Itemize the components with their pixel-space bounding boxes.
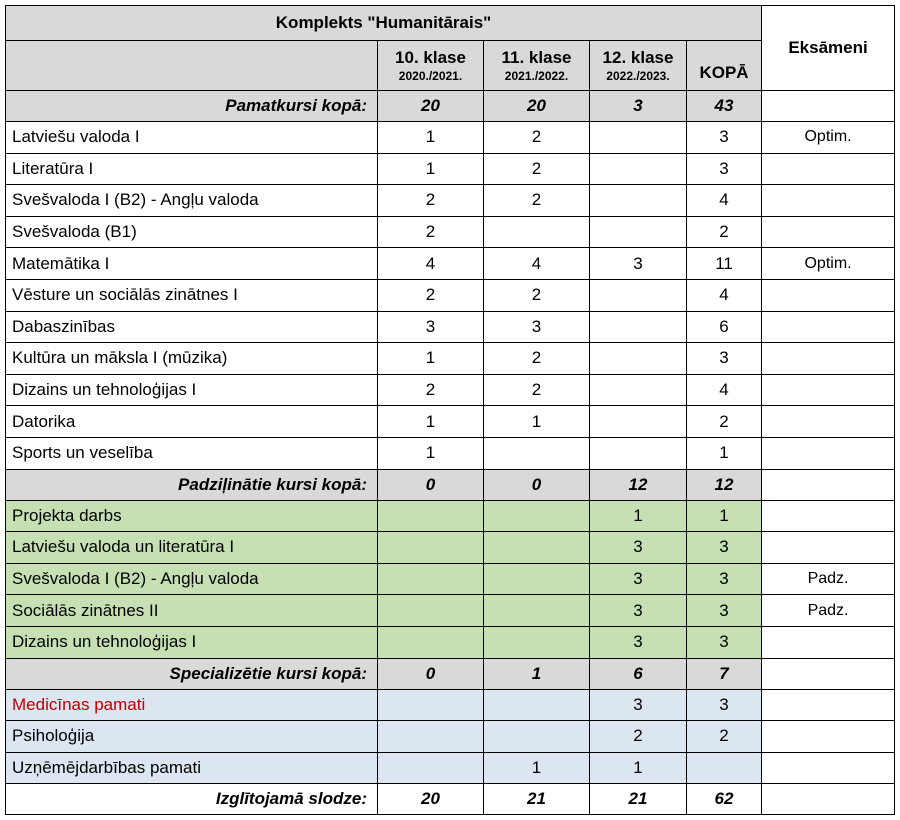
workload-value: 20 bbox=[378, 784, 484, 815]
table-row bbox=[6, 595, 895, 627]
total-cell: 2 bbox=[687, 721, 762, 753]
section-value: 43 bbox=[687, 91, 762, 122]
total-cell: 3 bbox=[687, 689, 762, 721]
hours-cell: 1 bbox=[590, 500, 687, 532]
table-row bbox=[6, 406, 895, 438]
section-value: 20 bbox=[484, 91, 590, 122]
hours-cell: 3 bbox=[590, 532, 687, 564]
grade-10-label: 10. klase bbox=[395, 47, 466, 67]
total-cell: 6 bbox=[687, 311, 762, 343]
hours-cell bbox=[378, 752, 484, 784]
section-label: Pamatkursi kopā: bbox=[6, 91, 378, 122]
section-value: 12 bbox=[590, 469, 687, 500]
table-row bbox=[6, 437, 895, 469]
hours-cell bbox=[590, 437, 687, 469]
section-value: 12 bbox=[687, 469, 762, 500]
section-value: 0 bbox=[378, 469, 484, 500]
total-cell: 3 bbox=[687, 532, 762, 564]
total-cell: 2 bbox=[687, 216, 762, 248]
total-cell: 3 bbox=[687, 563, 762, 595]
grade-11-label: 11. klase bbox=[501, 47, 572, 67]
hours-cell: 2 bbox=[378, 374, 484, 406]
exam-cell bbox=[762, 437, 895, 469]
hours-cell bbox=[484, 689, 590, 721]
subject-name: Medicīnas pamati bbox=[6, 689, 378, 721]
grade-10-year: 2020./2021. bbox=[398, 68, 463, 83]
workload-value: 21 bbox=[484, 784, 590, 815]
subject-name: Kultūra un māksla I (mūzika) bbox=[6, 343, 378, 375]
hours-cell bbox=[590, 406, 687, 438]
subject-name: Literatūra I bbox=[6, 153, 378, 185]
subject-name: Psiholoģija bbox=[6, 721, 378, 753]
subject-name: Svešvaloda I (B2) - Angļu valoda bbox=[6, 185, 378, 217]
hours-cell bbox=[378, 500, 484, 532]
hours-cell: 3 bbox=[590, 248, 687, 280]
hours-cell: 3 bbox=[378, 311, 484, 343]
hours-cell bbox=[590, 122, 687, 154]
hours-cell bbox=[378, 532, 484, 564]
table-row bbox=[6, 122, 895, 154]
workload-label: Izglītojamā slodze: bbox=[6, 784, 378, 815]
hours-cell: 1 bbox=[378, 437, 484, 469]
total-cell: 1 bbox=[687, 437, 762, 469]
hours-cell bbox=[484, 500, 590, 532]
total-cell: 3 bbox=[687, 153, 762, 185]
hours-cell: 3 bbox=[590, 595, 687, 627]
hours-cell bbox=[590, 374, 687, 406]
table-title: Komplekts "Humanitārais" bbox=[6, 6, 762, 41]
hours-cell bbox=[378, 721, 484, 753]
subject-name: Dizains un tehnoloģijas I bbox=[6, 374, 378, 406]
hours-cell: 3 bbox=[590, 689, 687, 721]
title-row bbox=[6, 6, 895, 41]
hours-cell bbox=[590, 216, 687, 248]
header-grade-10 bbox=[378, 41, 484, 91]
table-row bbox=[6, 532, 895, 564]
subject-name: Latviešu valoda I bbox=[6, 122, 378, 154]
total-cell: 4 bbox=[687, 279, 762, 311]
hours-cell: 1 bbox=[484, 752, 590, 784]
header-grade-11 bbox=[484, 41, 590, 91]
exam-cell bbox=[762, 374, 895, 406]
exam-cell bbox=[762, 343, 895, 375]
hours-cell bbox=[484, 563, 590, 595]
hours-cell: 2 bbox=[484, 279, 590, 311]
subject-name: Datorika bbox=[6, 406, 378, 438]
total-cell: 4 bbox=[687, 374, 762, 406]
hours-cell bbox=[484, 626, 590, 658]
total-cell: 3 bbox=[687, 343, 762, 375]
exam-cell bbox=[762, 406, 895, 438]
hours-cell bbox=[378, 563, 484, 595]
table-row bbox=[6, 343, 895, 375]
exam-cell bbox=[762, 311, 895, 343]
header-total bbox=[687, 41, 762, 91]
hours-cell: 1 bbox=[378, 406, 484, 438]
exam-cell bbox=[762, 91, 895, 122]
exam-cell: Padz. bbox=[762, 563, 895, 595]
exam-cell bbox=[762, 500, 895, 532]
exam-cell bbox=[762, 626, 895, 658]
table-row bbox=[6, 626, 895, 658]
exam-cell bbox=[762, 216, 895, 248]
hours-cell: 1 bbox=[378, 122, 484, 154]
section-value: 20 bbox=[378, 91, 484, 122]
total-cell bbox=[687, 752, 762, 784]
table-row bbox=[6, 311, 895, 343]
hours-cell bbox=[590, 153, 687, 185]
hours-cell: 3 bbox=[484, 311, 590, 343]
hours-cell: 2 bbox=[378, 216, 484, 248]
hours-cell: 1 bbox=[484, 406, 590, 438]
hours-cell: 2 bbox=[484, 153, 590, 185]
hours-cell: 1 bbox=[378, 343, 484, 375]
total-cell: 4 bbox=[687, 185, 762, 217]
section-value: 1 bbox=[484, 658, 590, 689]
exam-cell: Optim. bbox=[762, 248, 895, 280]
total-cell: 3 bbox=[687, 626, 762, 658]
hours-cell: 3 bbox=[590, 563, 687, 595]
hours-cell: 2 bbox=[378, 279, 484, 311]
total-cell: 3 bbox=[687, 122, 762, 154]
table-row bbox=[6, 279, 895, 311]
section-value: 0 bbox=[484, 469, 590, 500]
section-value: 0 bbox=[378, 658, 484, 689]
workload-value: 62 bbox=[687, 784, 762, 815]
exam-cell bbox=[762, 658, 895, 689]
section-label: Padziļinātie kursi kopā: bbox=[6, 469, 378, 500]
hours-cell bbox=[484, 595, 590, 627]
exam-cell bbox=[762, 721, 895, 753]
total-label: KOPĀ bbox=[699, 62, 749, 82]
section-summary-row bbox=[6, 91, 895, 122]
header-blank bbox=[6, 41, 378, 91]
table-row bbox=[6, 216, 895, 248]
column-header-row bbox=[6, 41, 895, 91]
section-value: 7 bbox=[687, 658, 762, 689]
subject-name: Projekta darbs bbox=[6, 500, 378, 532]
workload-value: 21 bbox=[590, 784, 687, 815]
grade-12-label: 12. klase bbox=[602, 47, 674, 67]
hours-cell bbox=[378, 689, 484, 721]
section-label: Specializētie kursi kopā: bbox=[6, 658, 378, 689]
exam-cell bbox=[762, 153, 895, 185]
section-value: 3 bbox=[590, 91, 687, 122]
table-row bbox=[6, 752, 895, 784]
section-summary-row bbox=[6, 469, 895, 500]
hours-cell: 2 bbox=[484, 374, 590, 406]
subject-name: Matemātika I bbox=[6, 248, 378, 280]
hours-cell: 1 bbox=[378, 153, 484, 185]
hours-cell: 2 bbox=[484, 343, 590, 375]
exam-cell bbox=[762, 752, 895, 784]
hours-cell bbox=[484, 437, 590, 469]
hours-cell bbox=[590, 311, 687, 343]
subject-name: Vēsture un sociālās zinātnes I bbox=[6, 279, 378, 311]
hours-cell bbox=[378, 595, 484, 627]
hours-cell: 1 bbox=[590, 752, 687, 784]
hours-cell bbox=[484, 532, 590, 564]
subject-name: Svešvaloda (B1) bbox=[6, 216, 378, 248]
hours-cell: 2 bbox=[484, 122, 590, 154]
section-value: 6 bbox=[590, 658, 687, 689]
table-row bbox=[6, 248, 895, 280]
subject-name: Dizains un tehnoloģijas I bbox=[6, 626, 378, 658]
hours-cell: 2 bbox=[590, 721, 687, 753]
exam-cell bbox=[762, 532, 895, 564]
exam-cell bbox=[762, 469, 895, 500]
hours-cell bbox=[484, 216, 590, 248]
study-plan-table bbox=[5, 5, 895, 815]
hours-cell bbox=[590, 185, 687, 217]
hours-cell: 2 bbox=[378, 185, 484, 217]
subject-name: Sports un veselība bbox=[6, 437, 378, 469]
total-cell: 1 bbox=[687, 500, 762, 532]
hours-cell bbox=[590, 279, 687, 311]
exam-cell: Padz. bbox=[762, 595, 895, 627]
header-grade-12 bbox=[590, 41, 687, 91]
grade-11-year: 2021./2022. bbox=[504, 68, 569, 83]
hours-cell bbox=[590, 343, 687, 375]
table-row bbox=[6, 721, 895, 753]
workload-total-row bbox=[6, 784, 895, 815]
hours-cell: 4 bbox=[378, 248, 484, 280]
exam-cell bbox=[762, 279, 895, 311]
table-row bbox=[6, 374, 895, 406]
table-row bbox=[6, 153, 895, 185]
subject-name: Dabaszinības bbox=[6, 311, 378, 343]
hours-cell bbox=[378, 626, 484, 658]
hours-cell: 2 bbox=[484, 185, 590, 217]
exam-cell bbox=[762, 185, 895, 217]
total-cell: 11 bbox=[687, 248, 762, 280]
hours-cell: 3 bbox=[590, 626, 687, 658]
total-cell: 3 bbox=[687, 595, 762, 627]
table-row bbox=[6, 500, 895, 532]
subject-name: Uzņēmējdarbības pamati bbox=[6, 752, 378, 784]
exam-cell: Optim. bbox=[762, 122, 895, 154]
table-row bbox=[6, 563, 895, 595]
section-summary-row bbox=[6, 658, 895, 689]
subject-name: Latviešu valoda un literatūra I bbox=[6, 532, 378, 564]
exam-cell bbox=[762, 689, 895, 721]
subject-name: Svešvaloda I (B2) - Angļu valoda bbox=[6, 563, 378, 595]
total-cell: 2 bbox=[687, 406, 762, 438]
grade-12-year: 2022./2023. bbox=[606, 68, 670, 83]
exam-cell bbox=[762, 784, 895, 815]
subject-name: Sociālās zinātnes II bbox=[6, 595, 378, 627]
table-row bbox=[6, 689, 895, 721]
table-row bbox=[6, 185, 895, 217]
hours-cell bbox=[484, 721, 590, 753]
exams-header: Eksāmeni bbox=[762, 6, 895, 91]
hours-cell: 4 bbox=[484, 248, 590, 280]
